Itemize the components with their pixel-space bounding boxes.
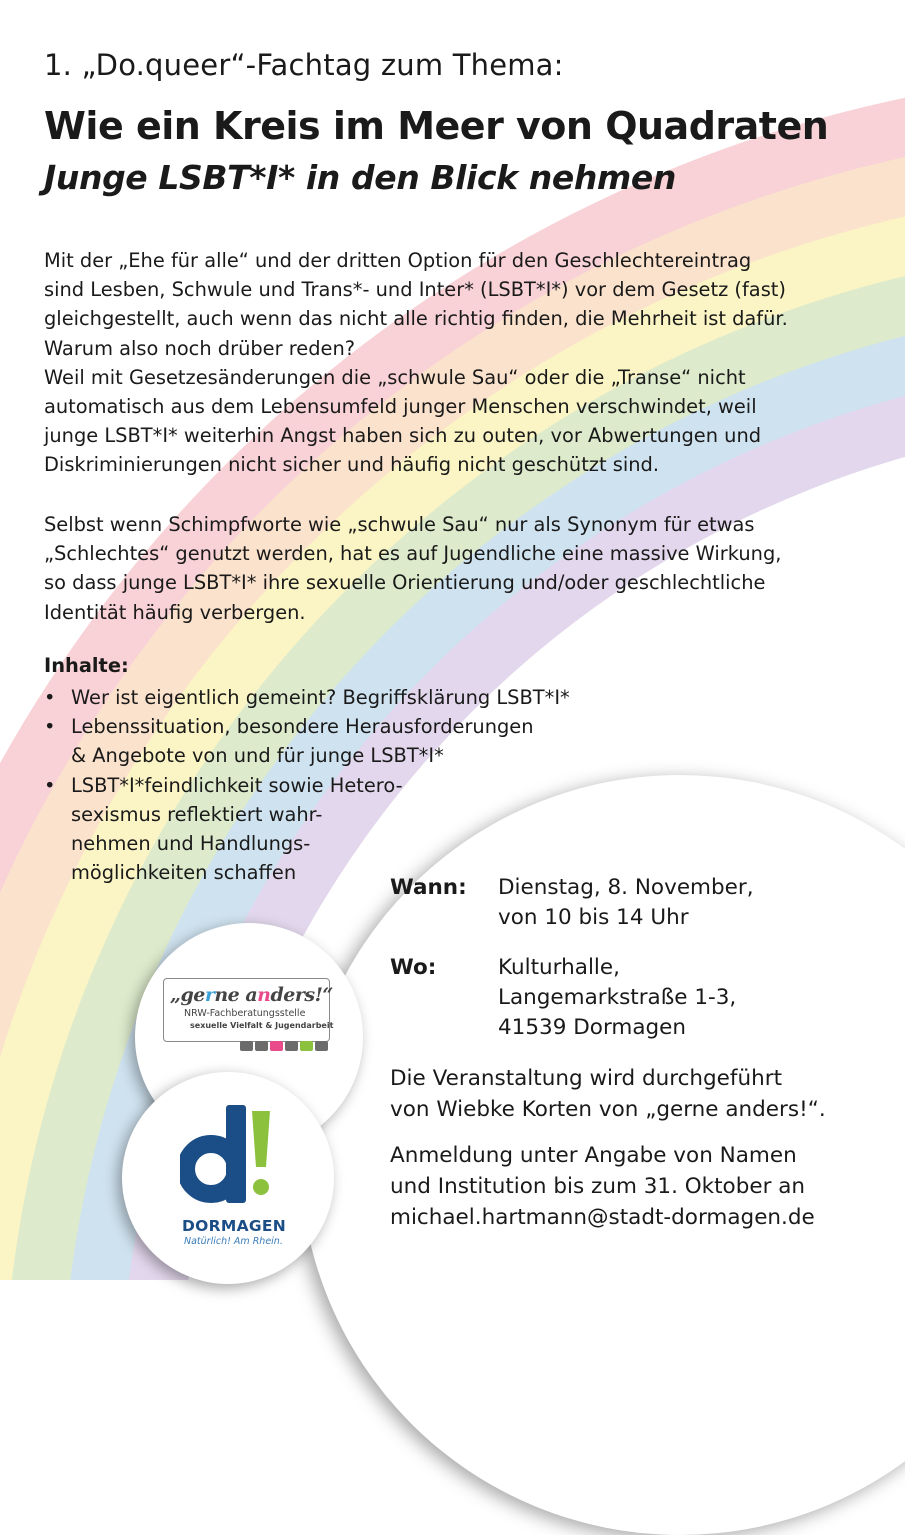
dormagen-d-bowl	[186, 1144, 236, 1194]
list-item-text: Lebenssituation, besondere Herausforderungen	[71, 715, 534, 739]
text-line: von 10 bis 14 Uhr	[498, 905, 689, 930]
organizer-note	[390, 1063, 826, 1125]
list-item-text: möglichkeiten schaffen	[71, 861, 297, 885]
text-line: Identität häufig verbergen.	[44, 600, 306, 624]
wann-label: Wann:	[390, 875, 467, 900]
text-line: Anmeldung unter Angabe von Namen	[390, 1143, 797, 1168]
gerne-anders-color-blocks	[240, 1036, 330, 1055]
registration-email[interactable]: michael.hartmann@stadt-dormagen.de	[390, 1205, 815, 1230]
color-block	[285, 1041, 298, 1051]
gerne-anders-logo-title: „gerne anders!“	[170, 984, 333, 1006]
dormagen-exclamation-dot	[253, 1179, 269, 1195]
inhalte-heading: Inhalte:	[44, 654, 129, 677]
text-line: Langemarkstraße 1-3,	[498, 985, 737, 1010]
color-block	[300, 1041, 313, 1051]
wann-value	[498, 873, 754, 933]
page-subtitle: Junge LSBT*I* in den Blick nehmen	[44, 158, 676, 197]
wo-value	[498, 953, 736, 1043]
list-item-text: Wer ist eigentlich gemeint? Begriffsklärung LSBT*I*	[71, 686, 570, 709]
text-line: Dienstag, 8. November,	[498, 875, 754, 900]
text-line: Weil mit Gesetzesänderungen die „schwule Sau“ oder die „Transe“ nicht	[44, 365, 746, 389]
list-item	[44, 712, 664, 770]
text-line: Warum also noch drüber reden?	[44, 336, 356, 360]
text-line: Diskriminierungen nicht sicher und häufig nicht geschützt sind.	[44, 453, 660, 477]
text-line: gleichgestellt, auch wenn das nicht alle richtig finden, die Mehrheit ist dafür.	[44, 307, 788, 331]
bullet-icon: •	[44, 686, 56, 709]
text-line: automatisch aus dem Lebensumfeld junger Menschen verschwindet, weil	[44, 395, 757, 419]
color-block	[255, 1041, 268, 1051]
text-line: Kulturhalle,	[498, 955, 620, 980]
text-line: „Schlechtes“ genutzt werden, hat es auf Jugendliche eine massive Wirkung,	[44, 542, 782, 566]
text-line: Selbst wenn Schimpfworte wie „schwule Sau“ nur als Synonym für etwas	[44, 513, 755, 536]
text-line: junge LSBT*I* weiterhin Angst haben sich zu outen, vor Abwertungen und	[44, 424, 762, 448]
list-item-text: sexismus reflektiert wahr-	[71, 802, 323, 826]
dormagen-logo-name: DORMAGEN	[182, 1217, 287, 1235]
second-paragraph	[44, 510, 884, 627]
bullet-icon: •	[44, 715, 56, 739]
intro-paragraph	[44, 246, 884, 480]
text-line: von Wiebke Korten von „gerne anders!“.	[390, 1097, 826, 1122]
list-item-text: LSBT*I*feindlichkeit sowie Hetero-	[71, 773, 403, 797]
event-kicker: 1. „Do.queer“-Fachtag zum Thema:	[44, 48, 564, 82]
list-item-text: nehmen und Handlungs-	[71, 832, 311, 856]
text-line: 41539 Dormagen	[498, 1015, 687, 1040]
registration-note	[390, 1140, 815, 1233]
wo-label: Wo:	[390, 955, 437, 980]
page-title: Wie ein Kreis im Meer von Quadraten	[44, 104, 829, 148]
bullet-icon: •	[44, 773, 56, 797]
dormagen-exclamation-bar	[252, 1111, 270, 1167]
gerne-anders-logo-tagline: sexuelle Vielfalt & Jugendarbeit	[190, 1021, 334, 1030]
text-line: und Institution bis zum 31. Oktober an	[390, 1174, 806, 1199]
color-block	[270, 1041, 283, 1051]
text-line: sind Lesben, Schwule und Trans*- und Inter* (LSBT*I*) vor dem Gesetz (fast)	[44, 278, 786, 302]
gerne-anders-logo-subtitle: NRW-Fachberatungsstelle	[184, 1008, 306, 1019]
color-block	[315, 1041, 328, 1051]
dormagen-logo-slogan: Natürlich! Am Rhein.	[184, 1236, 283, 1247]
text-line: Mit der „Ehe für alle“ und der dritten Option für den Geschlechtereintrag	[44, 249, 752, 272]
list-item	[44, 683, 664, 712]
dormagen-logo-icon	[180, 1105, 280, 1215]
list-item-text: & Angebote von und für junge LSBT*I*	[71, 744, 444, 768]
text-line: Die Veranstaltung wird durchgeführt	[390, 1066, 782, 1091]
color-block	[240, 1041, 253, 1051]
text-line: so dass junge LSBT*I* ihre sexuelle Orientierung und/oder geschlechtliche	[44, 571, 766, 595]
